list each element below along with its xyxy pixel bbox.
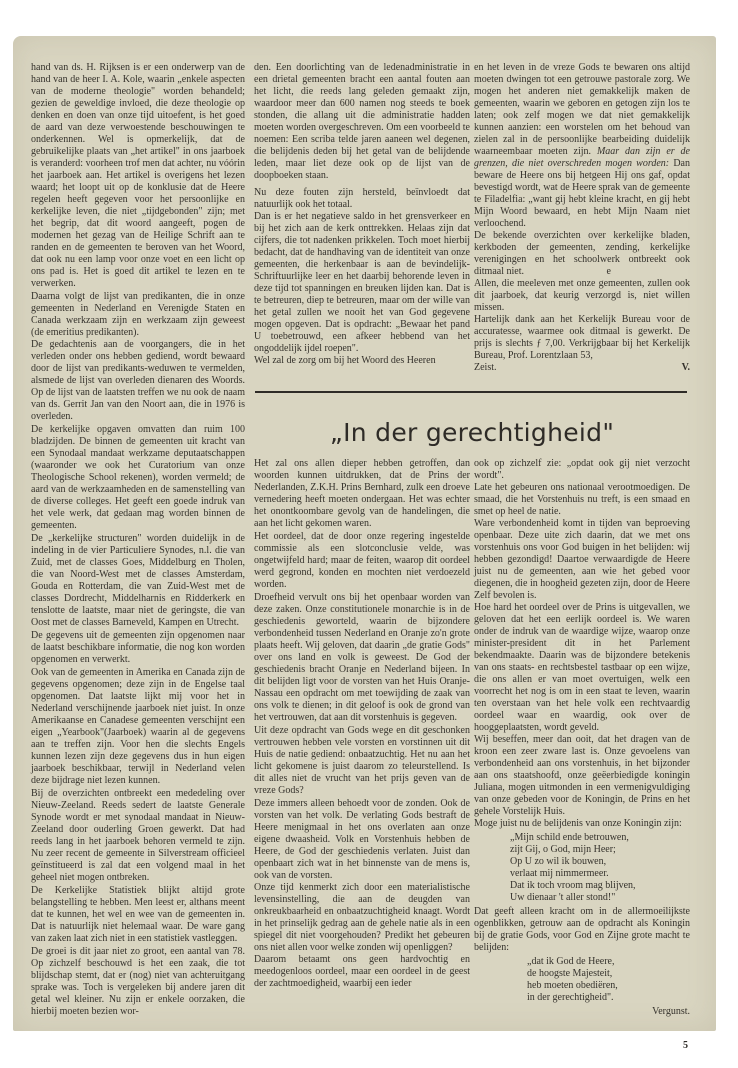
- paragraph: Allen, die meeleven met onze gemeenten, zullen ook dit jaarboek, dat keurig verzorgd is, niet willen missen.: [474, 278, 690, 313]
- paragraph: Daarom betaamt ons geen hardvochtig en meedogenloos oordeel, maar een oordeel in de geest der zachtmoedigheid, waarbij een ieder: [254, 954, 470, 989]
- paragraph: De „kerkelijke structuren" worden duidelijk in de indeling in de vier Particuliere Synodes, n.l. die van Zuid, met de classes Goes, Middelburg en Tholen, die van Noord-West met de classes Amsterdam, Gouda en Rotterdam, die van Zuid-West met de classes Dordrecht, Middelharnis en Ridderkerk en tenslotte de laatste, maar niet de geringste, die van Oost met de classes Barneveld, Kampen en Utrecht.: [31, 533, 245, 628]
- paragraph: Nu deze fouten zijn hersteld, beïnvloedt dat natuurlijk ook het totaal.: [254, 187, 470, 210]
- article-middle-column: [254, 458, 470, 990]
- poem-line: in der gerechtigheid".: [527, 992, 614, 1003]
- text: Zeist.: [474, 362, 497, 373]
- paragraph: De Kerkelijke Statistiek blijkt altijd grote belangstelling te hebben. Men leest er, althans meent dat te kunnen, het wel en wee van de gemeenten in. Dat is natuurlijk niet helemaal waar. De ware gang van zaken laat zich niet in een statistiek vastleggen.: [31, 885, 245, 944]
- poem-line: Dat ik toch vroom mag blijven,: [510, 880, 636, 891]
- paragraph: Wij beseffen, meer dan ooit, dat het dragen van de kroon een zeer zware last is. Onze gevoelens van verbondenheid aan ons vorstenhuis, in het bijzonder aan ons staatshoofd, onze geëerbiedigde koningin Juliana, mogen uitmonden in een vermenigvuldiging van onze gebeden voor de Koningin, de Prins en het gehele Vorstelijk Huis.: [474, 734, 690, 817]
- stray-letter: e: [606, 266, 611, 277]
- paragraph: Het zal ons allen dieper hebben getroffen, dan woorden kunnen uitdrukken, dat de Prins der Nederlanden, Z.K.H. Prins Bernhard, zulk een droeve vernedering heeft moeten ondergaan. Het was echter het onontkoombare gevolg van de handelingen, die aan het licht gekomen waren.: [254, 458, 470, 529]
- paragraph: Deze immers alleen behoedt voor de zonden. Ook de vorsten van het volk. De verlating Gods bestraft de Heere menigmaal in het ons overlaten aan onze eigene dwaasheid. Volk en Vorstenhuis hebben de Heere, de God der geschiedenis verlaten. Juist dan openbaart zich wat in het binnenste van de mens is, ook van de vorsten.: [254, 798, 470, 881]
- paragraph: Wel zal de zorg om bij het Woord des Heeren: [254, 355, 436, 366]
- paragraph: Onze tijd kenmerkt zich door een materialistische levensinstelling, die aan de deugden van onkreukbaarheid en onbaatzuchtigheid knaagt. Wordt in het prinselijk gedrag aan de gehele natie als in een spiegel dit niet voorgehouden? Predikt het gebeuren ons niet allen voor welke zonden wij openliggen?: [254, 882, 470, 953]
- paragraph: [474, 230, 690, 278]
- poem-line: de hoogste Majesteit,: [527, 968, 613, 979]
- poem-quote: [510, 832, 690, 904]
- paragraph: Bij de overzichten ontbreekt een mededeling over Nieuw-Zeeland. Reeds sedert de laatste Generale Synode wordt er met synodaal mandaat in Nieuw-Zeeland door ouderling Groen gewerkt. Dat had reeds lang in het jaarboek behoren vermeld te zijn. Nu zeer recent de gemeente in Silverstream officieel geïnstitueerd is zal dat een volgend maal in het geheel niet mogen ontbreken.: [31, 788, 245, 883]
- paragraph: Uit deze opdracht van Gods wege en dit geschonken vertrouwen hebben vele vorsten en vorstinnen uit dit Huis de natie gediend: onbaatzuchtig. Het nu aan het licht gekomene is juist daarom zo teleurstellend. Is dit alles niet de vrucht van het prijs geven van de vreze Gods?: [254, 725, 470, 796]
- paragraph: De gedachtenis aan de voorgangers, die in het verleden onder ons hebben gediend, wordt bewaard door de lijst van predikants-weduwen te vermelden, alsmede de lijst van overleden dienaren des Woords. Op de lijst van de laatsten treffen we nu ook de naam van ds. Gerrit Jan van den Noort aan, die in 1976 is overleden.: [31, 339, 245, 422]
- paragraph: hand van ds. H. Rijksen is er een onderwerp van de hand van de heer I. A. Kole, waarin „enkele aspecten van de moderne theologie" worden behandeld; gezien de geweldige invloed, die deze theologie op denken en doen van onze tijd uitoefent, is het goed de aard van deze verwoestende beschouwingen te onderkennen. Wel is opmerkelijk, dat de gebruikelijke plaats van „het artikel" in ons jaarboek is veranderd: voorheen trof men dat achter, nu vóórin het jaarboek aan. Het artikel is overigens het lezen waard; het loopt uit op de konklusie dat de Heere regelen heeft gegeven voor het persoonlijke en kerkelijke leven, die niet „tijdgebonden" zijn; met het begrip, dat dit woord aangeeft, pogen de modernen het gezag van de Heilige Schrift aan te randen en de gemeenten te beroven van het Woord, dat ook nu een lamp voor onze voet en een licht op ons pad is. Het is goed dit artikel te lezen en te verwerken.: [31, 62, 245, 289]
- paragraph: De kerkelijke opgaven omvatten dan ruim 100 bladzijden. De binnen de gemeenten uit kracht van een Synodaal mandaat werkzame deputaatschappen (waaronder we ook het Curatorium van onze Theologische School rekenen), worden vermeld; de aard van de werkzaamheden en de samenstelling van de diverse colleges. Het geeft een goede indruk van het vele werk, dat gedaan mag worden binnen de gemeenten.: [31, 424, 245, 531]
- poem-quote: [527, 956, 690, 1004]
- paragraph: De groei is dit jaar niet zo groot, een aantal van 78. Op zichzelf beschouwd is het een zaak, die tot blijdschap stemt, dat er (nog) niet van achteruitgang sprake was. Toch is vergeleken bij andere jaren dit getal wel kleiner. Nu zijn er enkele oorzaken, die hierbij moeten bezien wor-: [31, 946, 245, 1017]
- paragraph: Ware verbondenheid komt in tijden van beproeving openbaar. Deze uite zich daarin, dat we met ons vorstenhuis ons voor God buigen in het belijden: wij hebben gezondigd! Daartoe verwaardigde de Heere juist nu de gemeenten, aan wie het gebed voor diegenen, die in hoogheid gezeten zijn, door de Heere Zelf bevolen is.: [474, 518, 690, 601]
- section-divider: [255, 391, 687, 393]
- poem-line: Uw dienaar 't aller stond!": [510, 892, 616, 903]
- paragraph: [474, 62, 690, 230]
- article-title: „In der gerechtigheid": [329, 418, 615, 447]
- middle-top-column: [254, 62, 470, 367]
- text: De bekende overzichten over kerkelijke bladen, kerkboden der gemeenten, zending, kerkelijke verenigingen en het schoolwerk ontbreekt ook ditmaal niet.: [474, 230, 690, 277]
- poem-line: heb moeten obediëren,: [527, 980, 618, 991]
- paragraph: Hoe hard het oordeel over de Prins is uitgevallen, we geloven dat het een eerlijk oordeel is. We waren onder de indruk van de waardige wijze, waarop onze minister-president dit in het Parlement bekendmaakte. Daarin was de bijzondere betekenis van ons staats- en rechtsbestel tastbaar op een wijze, die ons allen er van moet overtuigen, welk een voorrecht het nog is om in een staat te leven, waarin ten overstaan van het hele volk een rechtvaardig oordeel waar en waardig, ook over de hooggeplaatsten, wordt geveld.: [474, 602, 690, 733]
- paragraph: Dat geeft alleen kracht om in de allermoeilijkste ogenblikken, getrouw aan de opdracht als Koningin bij de gratie Gods, voor God en Zijne grote macht te belijden:: [474, 906, 690, 953]
- author-initial: V.: [681, 362, 690, 373]
- paragraph: Daarna volgt de lijst van predikanten, die in onze gemeenten in Nederland en Verenigde Staten en Canada werkzaam zijn en werkzaam zijn geweest (de emeritius predikanten).: [31, 291, 245, 338]
- poem-line: „dat ik God de Heere,: [527, 956, 615, 967]
- page-number: 5: [683, 1040, 688, 1051]
- paragraph: Moge juist nu de belijdenis van onze Koningin zijn:: [474, 818, 682, 829]
- article-author: Vergunst.: [652, 1006, 690, 1017]
- left-column: [31, 62, 245, 1019]
- article-right-column: [474, 458, 690, 1018]
- paragraph: ook op zichzelf zie: „opdat ook gij niet verzocht wordt".: [474, 458, 690, 481]
- text: Dan beware de Heere ons bij hetgeen Hij ons gaf, opdat bevestigd wordt, wat de Heere sprak van de gemeente te Filadelfia: „want gij hebt kleine kracht, en gij hebt Mijn Woord bewaard, en hebt Mijn Naam niet verloochend.: [474, 158, 690, 229]
- paragraph: Dan is er het negatieve saldo in het grensverkeer en bij het zich aan de kerk onttrekken. Helaas zijn dat cijfers, die tot nadenken prikkelen. Toch moet hierbij bedacht, dat de handhaving van de identiteit van onze gemeenten, die herkenbaar is aan de bevindelijk-Schriftuurlijke leer en het daarbij behorende leven in deze tijd tot spanningen en breuken lijden kan. Dat is te betreuren, diep te betreuren, maar om der wille van het getal zullen we nooit het van God gegevene mogen opgeven. Dat is opdracht: „Bewaar het pand U toebetrouwd, een afkeer hebbend van het ongoddelijk ijdel roepen".: [254, 211, 470, 354]
- paragraph: Late het gebeuren ons nationaal verootmoedigen. De smaad, die het Vorstenhuis nu treft, is een smaad en smet op heel de natie.: [474, 482, 690, 517]
- paragraph: den. Een doorlichting van de ledenadministratie in een drietal gemeenten bracht een aantal fouten aan het licht, die reeds lang geleden gemaakt zijn, waardoor meer dan 600 namen nog steeds te boek stonden, die allang uit die administratie hadden moeten worden overgeschreven. Om een voorbeeld te noemen: Een scriba telde jaren aaneen wel degenen, die belijdenis deden bij het getal van de belijdende leden, maar liet deze ook op de lijst van de doopboeken staan.: [254, 62, 470, 181]
- paragraph: Droefheid vervult ons bij het openbaar worden van deze zaken. Onze constitutionele monarchie is in de geschiedenis geworteld, waarin de bijzondere verbondenheid tussen Nederland en Oranje zo'n grote plaats heeft. Wij geloven, dat daarin „de gratie Gods" over ons land en volk is geweest. De God der geschiedenis bracht Oranje en Nederland bijeen. In dit belijden ligt voor de vorsten van het Huis Oranje-Nassau een opdracht om met toewijding de zaak van ons volk te dienen; in dit geloof is ook de grond van het vertrouwen, dat aan dit vorstenhuis is gegeven.: [254, 592, 470, 723]
- paragraph: De gegevens uit de gemeenten zijn opgenomen naar de laatst beschikbare informatie, die nog kon worden opgenomen en verwerkt.: [31, 630, 245, 665]
- right-top-column: [474, 62, 690, 374]
- poem-line: verlaat mij nimmermeer.: [510, 868, 609, 879]
- italic-text: Maar dan zijn er de grenzen, die niet overschreden mogen worden:: [474, 146, 690, 169]
- poem-line: zijt Gij, o God, mijn Heer;: [510, 844, 616, 855]
- poem-line: Op U zo wil ik bouwen,: [510, 856, 607, 867]
- signature-line: [474, 362, 690, 374]
- poem-line: „Mijn schild ende betrouwen,: [510, 832, 629, 843]
- paragraph: Ook van de gemeenten in Amerika en Canada zijn de gegevens opgenomen; deze zijn in de Engelse taal opgenomen. Dat laatste lijkt mij voor het in Nederland verschijnende jaarboek niet juist. In onze Amerikaanse en Canadese gemeenten verschijnt een eigen „Yearbook"(Jaarboek) waarin al de gegevens aan te treffen zijn. Voor hen die slechts Engels kunnen lezen zijn deze gegevens dus in hun eigen jaarboek beschikbaar, terwijl in Nederland velen deze bijdrage niet lezen kunnen.: [31, 667, 245, 786]
- paragraph: Het oordeel, dat de door onze regering ingestelde commissie als een slotconclusie velde, was ongetwijfeld hard; maar de feiten, waarop dit oordeel werd gegrond, konden en mochten niet verdoezeld worden.: [254, 531, 470, 590]
- paragraph: Hartelijk dank aan het Kerkelijk Bureau voor de accuratesse, waarmee ook ditmaal is gewerkt. De prijs is slechts ƒ 7,00. Verkrijgbaar bij het Kerkelijk Bureau, Prof. Lorentzlaan 53,: [474, 314, 690, 361]
- text: en het leven in de vreze Gods te bewaren ons altijd moeten dwingen tot een getrouwe pastorale zorg. We mogen het anderen niet gemakkelijk maken de gemeenten, waarin we geboren en getogen zijn los te laten; ook zelf mogen we dat niet gemakkelijk kunnen aanzien: een worstelen om het behoud van zielen zal in de persoonlijke bearbeiding duidelijk waarneembaar moeten zijn.: [474, 62, 690, 157]
